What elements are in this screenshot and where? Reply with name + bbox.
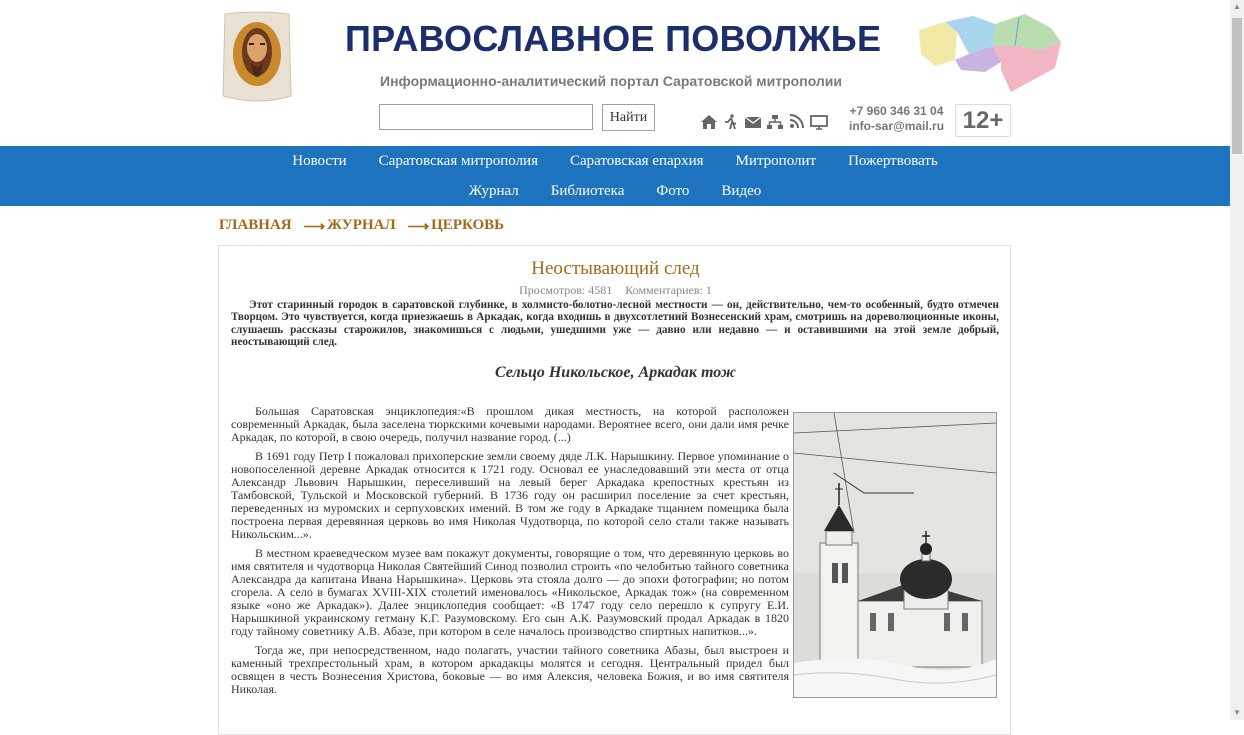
nav-item-metropolitan[interactable]: Митрополит (735, 153, 817, 169)
header-icons (700, 114, 828, 130)
site-title[interactable]: ПРАВОСЛАВНОЕ ПОВОЛЖЬЕ (345, 18, 882, 59)
scroll-thumb[interactable] (1232, 18, 1242, 154)
home-icon[interactable] (700, 114, 718, 130)
scroll-down-icon[interactable]: ▼ (1233, 708, 1241, 717)
nav-item-library[interactable]: Библиотека (550, 183, 625, 199)
scroll-up-icon[interactable]: ▲ (1233, 2, 1241, 11)
nav-item-photo[interactable]: Фото (656, 183, 690, 199)
age-rating-badge: 12+ (955, 104, 1011, 137)
comments-count[interactable]: Комментариев: 1 (625, 283, 712, 297)
nav-item-metropolis[interactable]: Саратовская митрополия (378, 153, 538, 169)
paragraph: В 1691 году Петр I пожаловал прихоперские земли своему дяде Л.К. Нарышкину. Первое упоминание о новопоселенной деревне Аркадак относится к 1721 году. Основал ее унаследовавший эти места от отца Александр Львович Нарышкин, переселивший на левый берег Аркадака крепостных крестьян из Тамбовской, Тульской и Московской губерний. В 1736 году он расширил поселение за счет крестьян, переведенных из муромских и серпуховских имений. В том же году в Аркадаке тщанием помещика была построена первая деревянная церковь во имя Николая Чудотворца, по которой село стали также называть Никольским...». (231, 449, 789, 541)
article (218, 245, 1011, 735)
article-body (231, 405, 789, 702)
nav-row-1 (0, 152, 1230, 170)
region-map-image[interactable] (915, 10, 1065, 100)
views-count: Просмотров: 4581 (519, 283, 613, 297)
contacts (849, 104, 944, 134)
nav-item-news[interactable]: Новости (292, 153, 347, 169)
paragraph: Тогда же, при непосредственном, надо полагать, участии тайного советника Абазы, был выстроен и каменный трехпрестольный храм, в котором аркадакцы молятся и сегодня. Центральный придел был освящен в честь Вознесения Христова, боковые — во имя Алексия, человека Божия, и во имя святителя Николая. (231, 643, 789, 696)
nav-row-2 (0, 182, 1230, 200)
rss-icon[interactable] (788, 114, 806, 130)
breadcrumb-church[interactable]: ЦЕРКОВЬ (431, 217, 505, 233)
nav-item-eparchy[interactable]: Саратовская епархия (569, 153, 704, 169)
breadcrumb-home[interactable]: ГЛАВНАЯ (219, 217, 292, 233)
nav-item-donate[interactable]: Пожертвовать (848, 153, 938, 169)
email-address[interactable]: info-sar@mail.ru (849, 119, 945, 133)
search-input[interactable] (379, 104, 593, 130)
breadcrumb-separator: ⟶ (407, 219, 430, 235)
nav-item-journal[interactable]: Журнал (468, 183, 519, 199)
paragraph: Большая Саратовская энциклопедия:«В прошлом дикая местность, на которой расположен современный Аркадак, была заселена тюркскими кочевыми народами. Вероятнее всего, они дали имя речке Аркадак, по которой, в свою очередь, получил название город. (...) (231, 404, 789, 444)
breadcrumb (219, 217, 504, 236)
mail-icon[interactable] (744, 114, 762, 130)
paragraph: В местном краеведческом музее вам покажут документы, говорящие о том, что деревянную церковь во имя святителя и чудотворца Николая Святейший Синод позволил строить «по челобитью тайного советника Александра да капитана Ивана Нарышкина». Церковь эта стояла долго — до эпохи фотографии; но потом сгорела. А село в бумагах XVIII-XIX столетий именовалось «Никольское, Аркадак тож» (на современном языке «оно же Аркадак»). Далее энциклопедия сообщает: «В 1747 году село перешло к супругу Е.И. Нарышкиной украинскому гетману К.Г. Разумовскому. Его сын А.К. Разумовский продал Аркадак в 1820 году тайному советнику А.В. Абазе, при котором в селе началось производство спиртных напитков...». (231, 546, 789, 638)
walking-person-icon[interactable] (722, 114, 740, 130)
site-subtitle: Информационно-аналитический портал Саратовской митрополии (380, 73, 842, 89)
breadcrumb-separator: ⟶ (303, 219, 326, 235)
sitemap-icon[interactable] (766, 114, 784, 130)
article-subheading: Сельцо Никольское, Аркадак тож (494, 364, 737, 381)
phone-number: +7 960 346 31 04 (849, 104, 944, 118)
main-navigation (0, 146, 1230, 206)
church-photo[interactable] (793, 412, 997, 698)
article-meta (219, 283, 1012, 298)
breadcrumb-journal[interactable]: ЖУРНАЛ (327, 217, 396, 233)
search-button[interactable]: Найти (602, 104, 655, 131)
icon-logo[interactable] (219, 10, 295, 106)
page-scrollbar[interactable] (1230, 0, 1244, 720)
nav-item-video[interactable]: Видео (721, 183, 762, 199)
article-title: Неостывающий след (531, 258, 700, 279)
monitor-icon[interactable] (810, 114, 828, 130)
article-lead: Этот старинный городок в саратовской глубинке, в холмисто-болотно-лесной местности — он, действительно, чем-то особенный, будто отмечен Творцом. Это чувствуется, когда приезжаешь в Аркадак, когда входишь в двухсотлетний Вознесенский храм, смотришь на дореволюционные иконы, слушаешь рассказы старожилов, знакомишься с людьми, ушедшими уже — давно или недавно — и оставившими на этой земле добрый, неостывающий след. (231, 299, 999, 348)
